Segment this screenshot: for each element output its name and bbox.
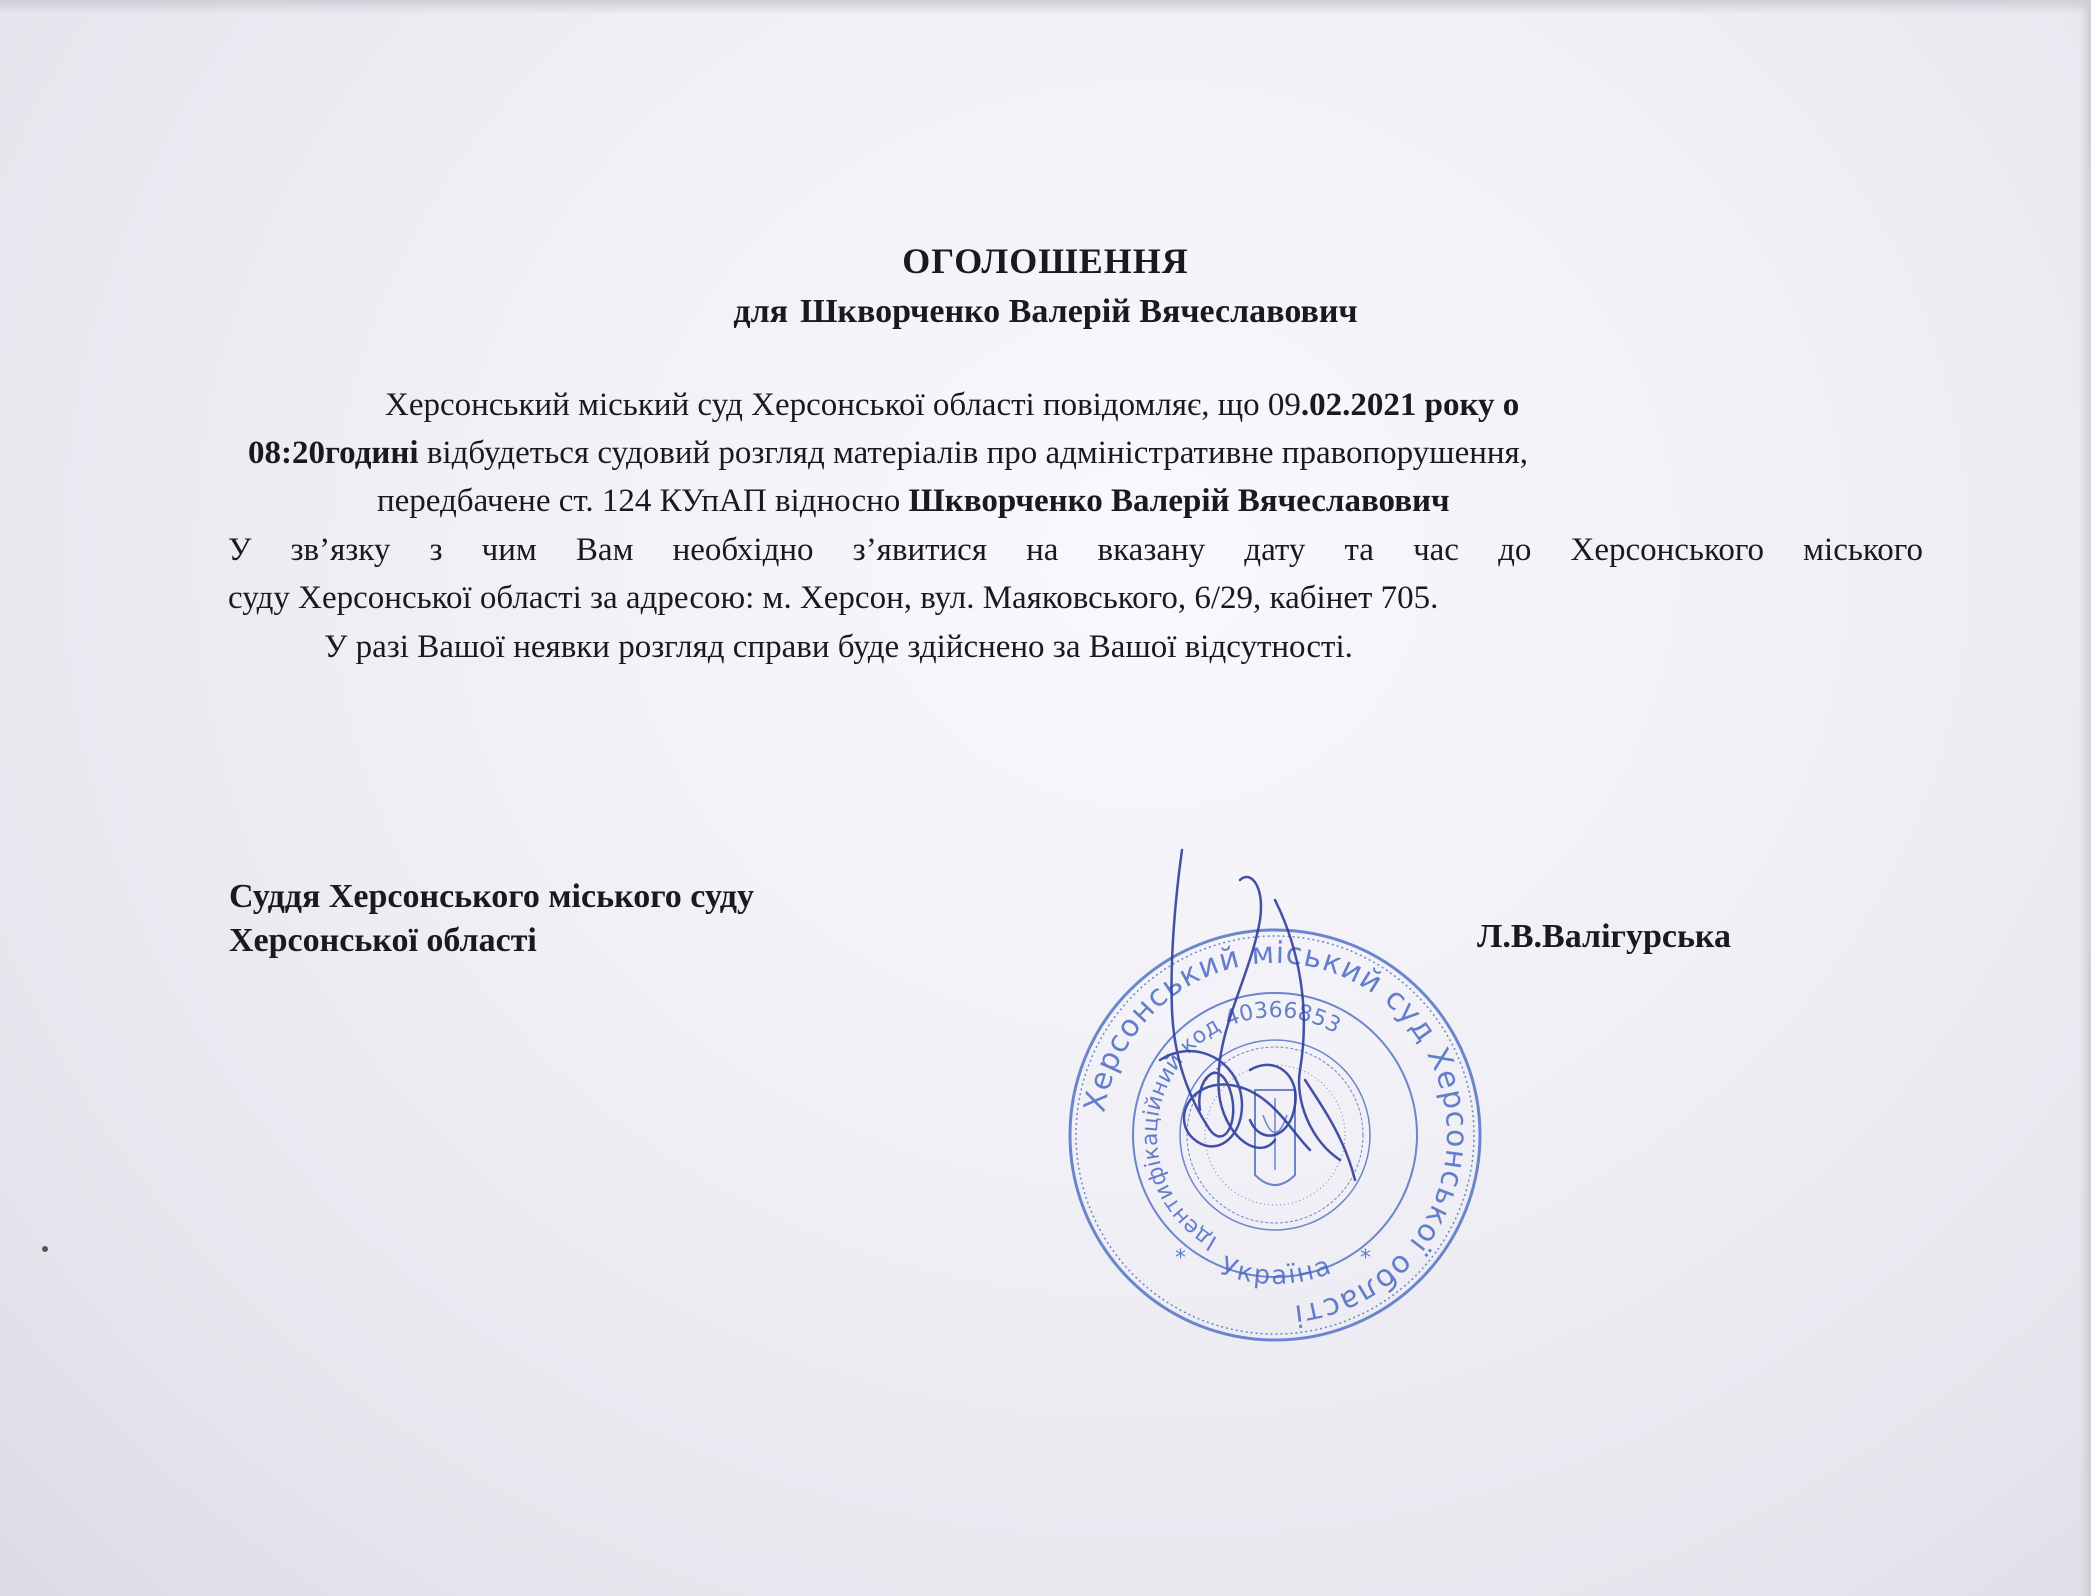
paper-speck [42,1246,48,1252]
document-title: ОГОЛОШЕННЯ [902,241,1189,281]
notice-line-3-text: передбачене ст. 124 КУпАП відносно [377,483,909,519]
notice-line-1 [385,381,1519,429]
stamp-outer-text: Херсонський міський суд Херсонської області [1077,935,1475,1333]
stamp-inner-text: Ідентифікаційний код 40366853 [1137,997,1345,1255]
notice-line-2 [248,429,1528,477]
notice-line-5: суду Херсонської області за адресою: м. Херсон, вул. Маяковського, 6/29, кабінет 705. [228,580,1439,616]
notice-date: .02.2021 року о [1300,387,1520,423]
judge-title-line-2: Херсонської області [229,922,537,959]
stamp-star-right: * [1360,1246,1371,1271]
judge-name: Л.В.Валігурська [1477,918,1732,955]
sheet-edge-top [0,0,2091,14]
judge-title-line-1: Суддя Херсонського міського суду [229,878,755,915]
stamp-star-left: * [1175,1246,1186,1271]
notice-line-3 [377,477,1450,525]
svg-text:Україна [1216,1250,1336,1291]
notice-person-name: Шкворченко Валерій Вячеславович [908,483,1450,519]
judge-title [229,875,754,963]
addressee-prefix: для [733,293,789,330]
stamp-bottom-text: Україна [1216,1250,1337,1292]
addressee-name: Шкворченко Валерій Вячеславович [800,293,1358,330]
notice-line-4: У зв’язку з чим Вам необхідно з’явитися на вказану дату та час до Херсонського міського [228,532,1923,568]
notice-line-1-text: Херсонський міський суд Херсонської області повідомляє, що 09 [385,387,1301,423]
document-addressee [0,293,2091,331]
notice-line-6: У разі Вашої неявки розгляд справи буде здійснено за Вашої відсутності. [324,629,1353,665]
notice-time: 08:20годині [248,435,419,471]
handwritten-signature [1100,840,1420,1240]
notice-line-2-text: відбудеться судовий розгляд матеріалів про адміністративне правопорушення, [418,435,1528,471]
